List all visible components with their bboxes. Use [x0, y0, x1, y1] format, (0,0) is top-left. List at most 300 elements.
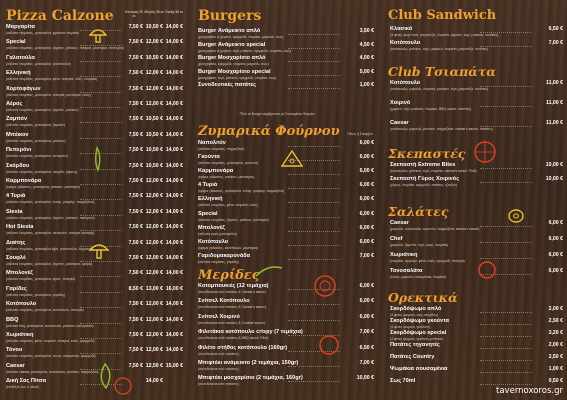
item-name: Caesar	[6, 362, 25, 369]
menu-item	[192, 360, 378, 374]
menu-item	[0, 55, 186, 69]
item-price: 3,20 €	[548, 330, 563, 336]
item-description: (3 φέτες ψωμί τοστ, μαγιονέζα, ντομάτα, ζαμπόν, τυρί, μπέικον, πατάτες)	[390, 33, 499, 37]
item-price: 12,00 €	[145, 301, 163, 308]
salads-title: Σαλάτες	[388, 204, 449, 219]
dot-leader	[288, 201, 340, 203]
dot-leader	[288, 244, 340, 246]
item-price: 14,00 €	[165, 316, 183, 323]
item-name: Σκορδόψωμο special	[390, 330, 447, 336]
menu-item	[384, 220, 567, 234]
item-price: 7,50 €	[128, 85, 143, 92]
item-price: 4,00 €	[359, 55, 374, 61]
item-price: 10,50 €	[145, 131, 163, 138]
item-price: 8,50 €	[128, 285, 143, 292]
menu-item	[0, 317, 186, 331]
menu-item	[0, 286, 186, 300]
item-price: 7,50 €	[128, 255, 143, 261]
menu-item	[0, 363, 186, 377]
size-header-family: Family 36 εκ	[165, 10, 183, 14]
item-name: Καρμπονάρα	[198, 168, 234, 175]
item-name: Ναπολιτέν	[198, 140, 226, 146]
item-name: Χωριάτικη	[6, 332, 34, 338]
dot-leader	[80, 322, 122, 324]
item-price: 7,50 €	[128, 24, 143, 30]
item-description: (σάλτσα ντομάτας, φέτα, ντομάτα, ελιές)	[198, 203, 258, 208]
size-header-medium: Μεγάλη 36 εκ	[144, 10, 164, 14]
menu-item	[0, 224, 186, 238]
item-name: Σκόρδου	[6, 162, 30, 169]
item-description: (συνοδεύεται από πατάτες)	[198, 367, 239, 371]
item-description: (σάλτσα ντομάτας, μοτσαρέλα, φρέσκια ντομάτα)	[6, 31, 80, 35]
dot-leader	[288, 303, 340, 305]
dot-leader	[288, 173, 340, 175]
tomato-illustration-3	[472, 260, 502, 280]
dot-leader	[80, 229, 122, 231]
item-description: (συνοδεύεται από πατάτες & Cocktail sauce)	[198, 320, 265, 325]
item-description: (σάλτσα ντομάτας, μοτσαρέλα, γαρίδες)	[6, 292, 66, 297]
item-name: Κοτόπουλο	[390, 80, 421, 86]
item-price: 6,00 €	[548, 220, 563, 226]
item-description: (σάλτσα ντομάτας, μοτσαρέλα, πεπερόνι)	[6, 154, 68, 159]
item-description: (συνοδεύεται από πατάτες & BBQ sauce 70ml)	[198, 336, 269, 341]
item-description: (συνοδεύεται από πατάτες & Caesar's sauce)	[198, 305, 267, 310]
item-price: 14,00 €	[165, 162, 183, 169]
item-price: 7,50 €	[128, 362, 143, 369]
item-price: 14,00 €	[165, 332, 183, 338]
dot-leader	[80, 275, 122, 277]
item-name: Burger Ανάμεικτο special	[198, 41, 266, 48]
item-name: Ζαμπόν	[6, 116, 28, 123]
item-description: (σάλτσα ντομάτας, μοτσαρέλα, γκούντα)	[198, 161, 258, 166]
dot-leader	[80, 60, 122, 62]
item-price: 7,50 €	[128, 347, 143, 354]
menu-item	[192, 82, 378, 96]
menu-item	[384, 100, 567, 114]
item-price: 14,00 €	[165, 347, 183, 354]
item-price: 7,50 €	[128, 332, 143, 338]
dot-leader	[480, 359, 532, 361]
dot-leader	[480, 125, 532, 127]
item-name: Γαρίδες	[6, 285, 27, 292]
menu-item	[192, 168, 378, 182]
menu-item	[0, 378, 186, 392]
item-price: 16,00 €	[165, 285, 183, 292]
menu-item	[384, 26, 567, 40]
item-price: 14,00 €	[165, 193, 183, 200]
middle-column	[192, 0, 378, 400]
mushroom-illustration-2	[88, 240, 110, 260]
item-name: Siesta	[6, 208, 23, 215]
item-price: 6,00 €	[548, 252, 563, 258]
item-name: Μπιφτέκι ανάμεικτο (2 τεμάχια, 150gr)	[198, 360, 299, 366]
item-name: Burger Μοσχαρίσιο special	[198, 68, 271, 75]
item-name: Τόνου	[6, 347, 23, 354]
item-description: (κοτόπουλο, μαρούλι, μπέικον, παρμεζάνα, caesar's sauce, πατάτες)	[390, 127, 493, 131]
item-description: (σάλτσα ντομάτας, μοτσαρέλα, μπέικον)	[6, 138, 66, 143]
item-name: Γκούντα	[198, 154, 220, 161]
item-description: (μοσχαρίσιο, τυρί, μπέικον, κρεμμύδι, ντομάτα, σως)	[198, 75, 277, 80]
item-price: 12,00 €	[145, 70, 163, 77]
item-description: (μοσχαρίσιο, κρεμμύδι, ντομάτα, μαρούλι, σως)	[198, 62, 269, 66]
menu-item	[384, 162, 567, 176]
dot-leader	[288, 33, 340, 35]
menu-item	[192, 375, 378, 389]
item-price: 6,50 €	[359, 344, 374, 351]
dot-leader	[80, 214, 122, 216]
item-price: 6,00 €	[359, 140, 374, 146]
item-price: 10,50 €	[145, 162, 163, 169]
item-price: 7,50 €	[128, 208, 143, 215]
menu-item	[192, 42, 378, 56]
item-description: (κρέμα γάλακτος, μοτσαρέλα, μπέικον, μανιτάρια)	[6, 185, 80, 189]
tomato-slice-illustration	[470, 140, 500, 164]
item-price: 1,00 €	[359, 82, 374, 88]
dot-leader	[288, 216, 340, 218]
item-price: 12,00 €	[145, 332, 163, 338]
item-name: Burger Μοσχαρίσιο απλό	[198, 55, 266, 61]
item-price: 12,00 €	[145, 85, 163, 92]
item-price: 10,00 €	[545, 176, 563, 182]
pizza-title: Pizza Calzone	[6, 8, 114, 24]
item-description: (γύρος, ντομάτα, κρεμμύδι, πατάτες, τζατζίκι)	[390, 183, 457, 187]
item-price: 14,00 €	[165, 255, 183, 261]
item-name: Σκορδόψωμο γκούντα	[390, 318, 449, 324]
tomato-illustration	[312, 272, 338, 298]
item-price: 10,50 €	[145, 24, 163, 30]
item-price: 14,00 €	[165, 147, 183, 154]
item-description: (σάλτσα ντομάτας, μοτσαρέλα, κιμάς, πιπεριά)	[6, 277, 76, 282]
size-header-small: Κανονική 26 εκ	[125, 10, 143, 18]
menu-item	[192, 298, 378, 312]
item-description: (σάλτσα ντομάτας, μοτσαρέλα, γαλοπούλα)	[6, 61, 71, 66]
item-price: 7,50 €	[128, 39, 143, 46]
item-price: 6,00 €	[359, 210, 374, 217]
item-price: 12,00 €	[145, 208, 163, 215]
item-description: (σάλτσα ντομάτας, φέτα, ντομάτα, πιπεριά, ελιές, κρεμμύδι)	[6, 339, 95, 343]
item-name: Μπολονέζ	[6, 270, 33, 277]
item-price: 7,50 €	[128, 116, 143, 123]
item-description: (4 φέτες ψωμιού, σως σκόρδου)	[390, 313, 439, 317]
dot-leader	[80, 198, 122, 200]
item-description: (σάλτσα ντομάτας, μοτσαρέλα, ζαμπόν, μπέικον, πεπερόνι)	[6, 215, 95, 220]
item-name: Hot Siesta	[6, 224, 34, 231]
dot-leader	[80, 306, 122, 308]
item-name: Πατάτες Country	[390, 354, 435, 360]
item-name: Ελληνική	[198, 196, 223, 203]
dot-leader	[480, 181, 532, 183]
item-price: 14,00 €	[165, 54, 183, 61]
menu-item	[0, 116, 186, 130]
oven-pasta-header: Πένες ή Σπαγγέτι	[347, 132, 373, 136]
item-name: Ελληνική	[6, 70, 31, 77]
item-price: 7,50 €	[128, 239, 143, 246]
item-name: Πατάτες τηγανητές	[390, 342, 440, 348]
dot-leader	[80, 260, 122, 262]
menu-item	[192, 225, 378, 239]
item-description: (σάλτσα ντομάτας, γαρίδες)	[198, 259, 240, 264]
item-name: Κοτόπουλο	[198, 238, 229, 245]
item-name: Φιλέτο στήθος κοτόπουλο (160gr)	[198, 344, 288, 351]
item-name: Κοτόπουλο	[390, 40, 421, 46]
menu-item	[192, 239, 378, 253]
menu-item	[192, 69, 378, 83]
item-price: 12,00 €	[145, 255, 163, 261]
item-price: 6,00 €	[359, 154, 374, 161]
dot-leader	[80, 91, 122, 93]
pepper-illustration	[90, 146, 104, 172]
club-sandwich-title: Club Sandwich	[388, 8, 497, 23]
item-price: 14,00 €	[165, 131, 183, 138]
item-description: (σάλτσα ντομάτας, ζαμπόν, μπέικον, μανιτάρια)	[198, 217, 269, 222]
item-price: 6,00 €	[548, 236, 563, 242]
dot-leader	[288, 230, 340, 232]
item-price: 7,50 €	[128, 270, 143, 277]
item-price: 6,00 €	[359, 224, 374, 231]
dot-leader	[288, 365, 340, 367]
dot-leader	[288, 47, 340, 49]
item-price: 11,00 €	[545, 100, 563, 106]
item-price: 12,00 €	[145, 39, 163, 46]
dot-leader	[480, 167, 532, 169]
menu-item	[384, 80, 567, 94]
item-price: 6,00 €	[359, 238, 374, 245]
item-price: 12,00 €	[145, 224, 163, 231]
item-price: 11,00 €	[545, 80, 563, 86]
dot-leader	[288, 258, 340, 260]
dot-leader	[80, 75, 122, 77]
menu-item	[192, 28, 378, 42]
item-price: 10,50 €	[145, 54, 163, 61]
dot-leader	[480, 45, 532, 47]
dot-leader	[80, 337, 122, 339]
item-price: 12,00 €	[145, 270, 163, 277]
dot-leader	[80, 137, 122, 139]
item-price: 7,00 €	[548, 40, 563, 46]
item-price: 14,00 €	[165, 85, 183, 92]
item-price: 13,00 €	[145, 285, 163, 292]
menu-item	[0, 270, 186, 284]
dot-leader	[80, 352, 122, 354]
cheese-illustration	[280, 148, 304, 170]
dot-leader	[80, 183, 122, 185]
item-description: (επιλέξτε έως 4 υλικά)	[6, 385, 39, 390]
item-description: (σάλτσα ντομάτας, μοτσαρέλα light, γαλοπούλα, λαχανικά)	[6, 246, 94, 251]
item-name: Χοιρινό	[390, 100, 411, 106]
item-description: (σάλτσα ντομάτας, μοτσαρέλα, ζαμπόν, μπέικον)	[6, 108, 79, 112]
item-price: 14,00 €	[165, 39, 183, 46]
item-price: 14,00 €	[165, 178, 183, 184]
item-description: (κρέμα γάλακτος, κοτόπουλο, μανιτάρια)	[198, 245, 259, 250]
menu-item	[192, 345, 378, 359]
item-price: 7,00 €	[359, 252, 374, 259]
menu-item	[0, 209, 186, 223]
item-price: 10,00 €	[545, 162, 563, 168]
menu-item	[0, 193, 186, 207]
item-price: 2,00 €	[548, 342, 563, 348]
item-description: (σάλτσα ντομάτας, μοτσαρέλα, πεπερόνι, πιπεριά καυτερή)	[6, 231, 95, 236]
item-description: (σάλτσα ντομάτας, μοτσαρέλα, κοτόπουλο, πιπεριά)	[6, 308, 84, 313]
menu-item	[0, 178, 186, 192]
item-price: 6,00 €	[359, 168, 374, 175]
item-price: 3,50 €	[359, 28, 374, 34]
item-name: Διαίτης	[6, 239, 26, 246]
portions-title: Μερίδες	[198, 268, 260, 283]
item-description: (σάλτσα ντομάτας, μοτσαρέλα, ζαμπόν, μπέικον, πιπεριά, μανιτάρια, πεπερόνι)	[6, 46, 125, 51]
item-description: (χοιρινό, τυρί, μπέικον, ντομάτα, BBQ sauce, πατάτες)	[390, 107, 472, 111]
item-price: 2,50 €	[548, 354, 563, 360]
item-name: Special	[198, 210, 218, 217]
item-price: 7,50 €	[128, 301, 143, 308]
item-description: (κοτόπουλο, μπέικον, τυρί, μαρούλι, ντομάτα, μαγιονέζα, πατάτες)	[390, 47, 489, 51]
item-description: (κοτόπουλο, μπέικον, τυρί, ντομάτα, caesar's sauce 70ml)	[390, 169, 477, 173]
item-price: 6,00 €	[359, 196, 374, 203]
item-price: 12,50 €	[145, 362, 163, 369]
item-description: (σάλτσα ντομάτας, μοτσαρέλα, ζαμπόν, μανιτάρια, κρέμα)	[6, 262, 93, 266]
dot-leader	[480, 371, 532, 373]
item-description: (σάλτσα ντομάτας, μοτσαρέλα, τόνος, καλαμπόκι, κρεμμύδι)	[6, 354, 96, 359]
item-description: (κρέμα γάλακτος, μπέικον, μανιτάρια)	[198, 175, 254, 180]
menu-item	[0, 101, 186, 115]
tomato-illustration-4	[110, 374, 136, 396]
dot-leader	[480, 335, 532, 337]
item-price: 10,50 €	[145, 116, 163, 123]
item-price: 14,00 €	[165, 208, 183, 215]
dot-leader	[480, 347, 532, 349]
dot-leader	[480, 257, 532, 259]
menu-item	[0, 347, 186, 361]
item-price: 14,00 €	[165, 101, 183, 107]
item-price: 6,00 €	[359, 298, 374, 305]
item-description: (κρέμα γάλακτος, μοτσαρέλα, ένταμ, ροκφόρ, παρμεζάνα)	[198, 189, 285, 194]
item-price: 7,50 €	[128, 193, 143, 200]
item-name: Special	[6, 39, 26, 46]
item-price: 12,00 €	[145, 178, 163, 184]
dot-leader	[288, 60, 340, 62]
item-price: 7,50 €	[128, 101, 143, 107]
item-description: (σάλτσα caesar, μοτσαρέλα, κοτόπουλο, μπέικον, παρμεζάνα)	[6, 369, 99, 374]
item-description: (σάλτσα ντομάτας, μοτσαρέλα, πιπεριά, μανιτάρια, ελιές)	[6, 92, 91, 97]
item-name: Σκεπαστή Extreme Bites	[390, 162, 456, 168]
item-name: BBQ	[6, 316, 19, 323]
pizza-size-headers	[124, 10, 184, 18]
item-name: Caesar	[390, 120, 409, 126]
dot-leader	[480, 241, 532, 243]
item-description: (σάλτσα κιμά, μοτσαρέλα)	[198, 231, 237, 236]
item-description: (σάλτσα bbq, μοτσαρέλα, κοτόπουλο, μπέικον, καλαμπόκι)	[6, 323, 94, 328]
dot-leader	[80, 44, 122, 46]
item-price: 7,50 €	[128, 224, 143, 231]
item-price: 11,00 €	[545, 120, 563, 126]
menu-item	[192, 55, 378, 69]
item-price: 6,50 €	[548, 26, 563, 32]
item-price: 14,00 €	[165, 70, 183, 77]
item-name: Κοτομπουκιές (12 τεμάχια)	[198, 283, 269, 289]
dot-leader	[80, 291, 122, 293]
item-description: (μαρούλι, ζαμπόν, τυρί, αυγό, ντομάτα)	[390, 243, 449, 247]
dot-leader	[480, 31, 532, 33]
item-price: 7,00 €	[359, 329, 374, 336]
dot-leader	[80, 106, 122, 108]
menu-item	[192, 283, 378, 297]
item-name: Ψωμάκια σουσαμένια	[390, 366, 448, 372]
menu-item	[384, 176, 567, 190]
starters-title: Ορεκτικά	[388, 290, 458, 305]
menu-item	[192, 329, 378, 343]
item-name: 4 Τυριά	[198, 182, 218, 189]
item-name: Συνοδευτικές πατάτες	[198, 82, 257, 88]
item-price: 12,00 €	[145, 101, 163, 107]
skepastes-title: Σκεπαστές	[388, 146, 466, 161]
item-description: (συνοδεύεται από πατάτες & Caesar's sauce)	[198, 290, 267, 294]
item-price: 7,50 €	[128, 147, 143, 154]
item-price: 7,00 €	[359, 360, 374, 366]
item-name: Χορτοφάγων	[6, 85, 41, 92]
menu-item	[384, 40, 567, 54]
menu-item	[384, 236, 567, 250]
item-name: 4 Τυριά	[6, 193, 26, 200]
item-description: (σάλτσα ντομάτας, μοτσαρέλα, ένταμ, ροκφόρ, παρμεζάνα)	[6, 200, 95, 205]
dot-leader	[288, 380, 340, 382]
item-price: 4,50 €	[359, 41, 374, 48]
item-name: Σως 70ml	[390, 378, 416, 384]
menu-item	[0, 70, 186, 84]
item-description: (συνοδεύεται από πατάτες)	[198, 382, 239, 387]
item-name: Σνίτσελ Κοτόπουλο	[198, 298, 250, 305]
item-price: 14,00 €	[165, 24, 183, 30]
item-name: Γαλατούλα	[6, 54, 35, 61]
item-price: 6,00 €	[548, 268, 563, 274]
item-description: (κοτόπουλο, μαρούλι, ντομάτα, μπέικον, τυρί, μαγιονέζα, πατάτες)	[390, 87, 489, 91]
item-name: Σουφλέ	[6, 255, 26, 261]
item-price: 10,00 €	[356, 375, 374, 382]
oven-pasta-title: Ζυμαρικά Φούρνου	[198, 124, 340, 139]
item-description: (τόνος, μαρούλι, καλαμπόκι, ντομάτα)	[390, 275, 447, 279]
item-price: 5,00 €	[359, 68, 374, 75]
item-price: 7,50 €	[128, 178, 143, 184]
dot-leader	[480, 105, 532, 107]
dot-leader	[288, 319, 340, 321]
item-price: 14,00 €	[165, 301, 183, 308]
item-name: Δική Σας Πίτσα	[6, 378, 47, 385]
item-name: Φιλετάκια κοτόπουλο crispy (7 τεμάχια)	[198, 329, 303, 336]
dot-leader	[288, 187, 340, 189]
item-price: 2,50 €	[548, 318, 563, 324]
item-name: Σκεπαστή Γύρος Χοιρινός	[390, 176, 460, 182]
item-name: Μαργαρίτα	[6, 24, 35, 30]
item-name: Γαριδομακαρονάδα	[198, 252, 251, 259]
item-name: Τονοσαλάτα	[390, 268, 423, 274]
dot-leader	[480, 323, 532, 325]
right-column	[384, 0, 567, 400]
item-description: (σάλτσα ντομάτας, μοτσαρέλα, σκόρδο, ρίγανη)	[6, 169, 78, 174]
item-description: (ντομάτα, αγγούρι, φέτα, ελιές, κρεμμύδι, πιπεριά)	[390, 259, 465, 263]
dot-leader	[288, 74, 340, 76]
dot-leader	[480, 311, 532, 313]
item-name: Μπολονέζ	[198, 224, 225, 231]
item-name: Σκορδόψωμο απλό	[390, 306, 442, 312]
chili-illustration	[254, 262, 284, 280]
menu-item	[192, 211, 378, 225]
item-name: Μπέικον	[6, 131, 29, 138]
item-price: 6,00 €	[359, 182, 374, 189]
burgers-title: Burgers	[198, 8, 262, 24]
item-name: Σνίτσελ Χοιρινό	[198, 313, 240, 320]
item-price: 12,00 €	[145, 193, 163, 200]
item-description: (σάλτσα ντομάτας, μοτσαρέλα, ζαμπόν)	[6, 123, 66, 128]
olive-illustration	[506, 206, 526, 226]
website-label: tavernoxoros.gr	[496, 386, 563, 396]
